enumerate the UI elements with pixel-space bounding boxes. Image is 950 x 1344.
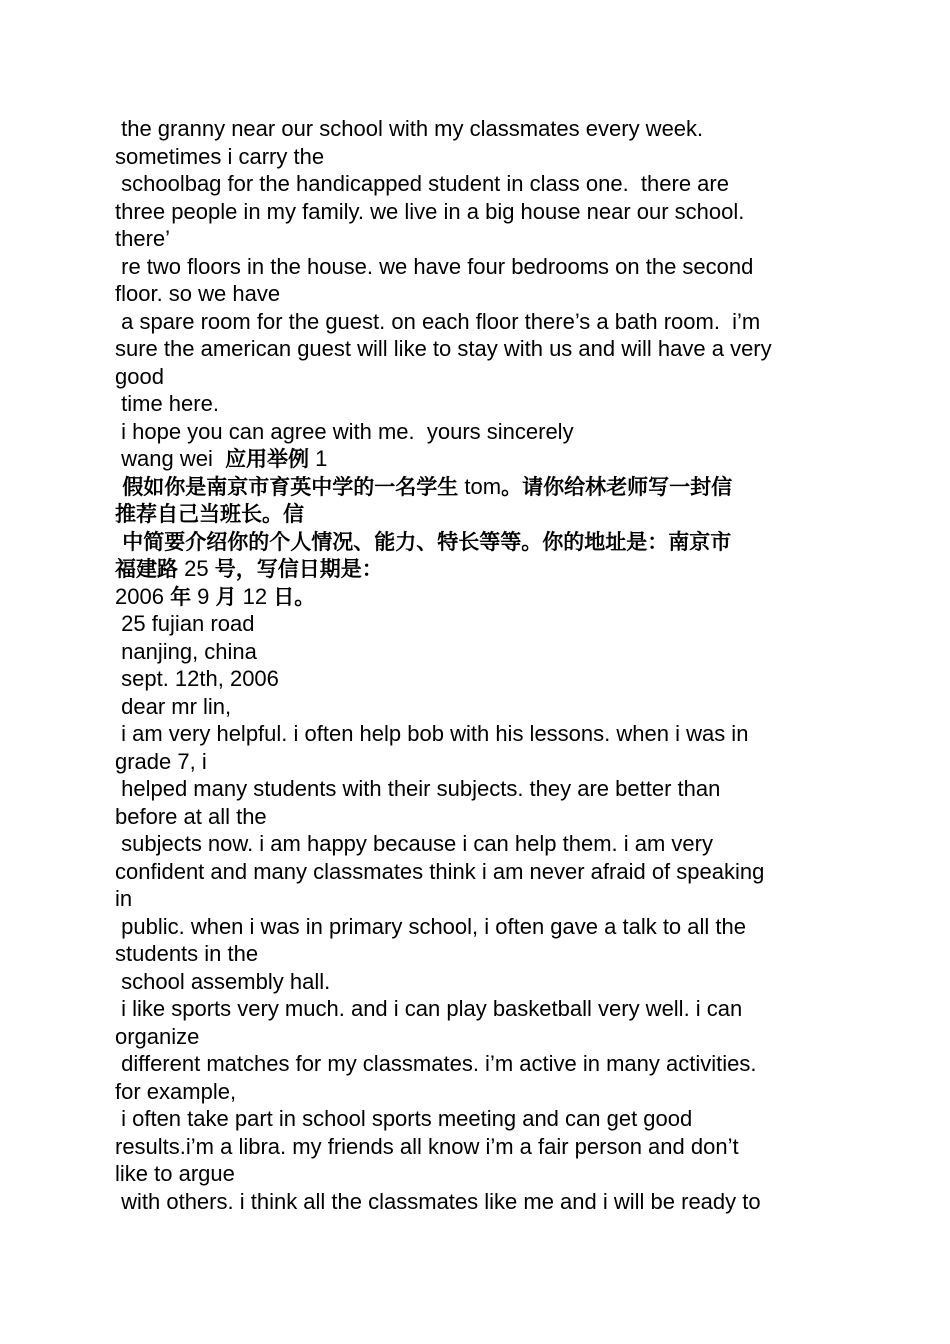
chinese-text: 号，写信日期是： bbox=[214, 557, 383, 581]
sample-letter-block bbox=[115, 610, 835, 1215]
letter-line: i am very helpful. i often help bob with his lessons. when i was in bbox=[115, 721, 749, 746]
chinese-text: 。请你给林老师写一封信 bbox=[501, 474, 733, 499]
letter-line: like to argue bbox=[115, 1161, 235, 1186]
text-line: floor. so we have bbox=[115, 281, 281, 306]
latin-text: 2006 bbox=[115, 583, 171, 609]
text-line: sure the american guest will like to stay with us and will have a very bbox=[115, 336, 772, 361]
text-line: sometimes i carry the bbox=[115, 143, 325, 169]
prompt-line bbox=[115, 555, 835, 583]
prompt-line bbox=[115, 500, 835, 528]
latin-text: 9 bbox=[191, 583, 216, 609]
text-line: a spare room for the guest. on each floor there’s a bath room. i’m bbox=[115, 308, 761, 334]
chinese-text: 年 bbox=[170, 584, 192, 609]
letter-line: different matches for my classmates. i’m active in many activities. bbox=[115, 1051, 757, 1076]
letter-line: with others. i think all the classmates like me and i will be ready to bbox=[115, 1188, 761, 1214]
chinese-text: 日。 bbox=[273, 584, 316, 609]
latin-text: 1 bbox=[309, 446, 328, 471]
chinese-text: 月 bbox=[215, 584, 237, 609]
letter-line: dear mr lin, bbox=[115, 693, 232, 719]
letter-line: for example, bbox=[115, 1078, 237, 1104]
text-line: re two floors in the house. we have four bedrooms on the second bbox=[115, 253, 754, 279]
letter-line: grade 7, i bbox=[115, 748, 207, 774]
text-line: the granny near our school with my classmates every week. bbox=[115, 116, 704, 141]
example-prompt-block bbox=[115, 445, 835, 610]
text-line: three people in my family. we live in a big house near our school. bbox=[115, 198, 745, 224]
chinese-text: 福建路 bbox=[115, 557, 178, 581]
letter-line: 25 fujian road bbox=[115, 611, 255, 636]
text-line: time here. bbox=[115, 391, 219, 416]
document-page bbox=[115, 115, 835, 1215]
prompt-line bbox=[115, 528, 835, 556]
letter-text-block bbox=[115, 115, 835, 445]
chinese-text: 假如你是南京市育英中学的一名学生 bbox=[115, 474, 459, 499]
chinese-text: 中简要介绍你的个人情况、能力、特长等等。你的地址是：南京市 bbox=[115, 529, 732, 554]
prompt-line bbox=[115, 445, 835, 473]
letter-line: confident and many classmates think i am never afraid of speaking bbox=[115, 858, 765, 884]
latin-text: wang wei bbox=[115, 446, 226, 471]
letter-line: sept. 12th, 2006 bbox=[115, 666, 279, 691]
letter-line: results.i’m a libra. my friends all know i’m a fair person and don’t bbox=[115, 1133, 739, 1159]
chinese-text: 推荐自己当班长。信 bbox=[115, 502, 304, 526]
latin-text: 25 bbox=[178, 556, 215, 581]
letter-line: i often take part in school sports meeting and can get good bbox=[115, 1106, 693, 1131]
letter-line: public. when i was in primary school, i often gave a talk to all the bbox=[115, 913, 746, 939]
letter-line: subjects now. i am happy because i can help them. i am very bbox=[115, 831, 713, 856]
text-line: i hope you can agree with me. yours sincerely bbox=[115, 418, 574, 444]
letter-line: i like sports very much. and i can play basketball very well. i can bbox=[115, 996, 743, 1021]
letter-line: in bbox=[115, 886, 133, 911]
chinese-text: 应用举例 bbox=[225, 447, 310, 471]
letter-line: organize bbox=[115, 1023, 200, 1049]
letter-line: students in the bbox=[115, 941, 259, 966]
latin-text: tom bbox=[458, 473, 502, 499]
prompt-line bbox=[115, 473, 835, 501]
text-line: schoolbag for the handicapped student in class one. there are bbox=[115, 171, 729, 196]
letter-line: school assembly hall. bbox=[115, 968, 331, 994]
letter-line: before at all the bbox=[115, 803, 267, 829]
letter-line: nanjing, china bbox=[115, 638, 257, 664]
letter-line: helped many students with their subjects. they are better than bbox=[115, 776, 721, 801]
latin-text: 12 bbox=[236, 583, 274, 609]
text-line: good bbox=[115, 363, 164, 389]
text-line: there’ bbox=[115, 226, 171, 251]
prompt-line bbox=[115, 583, 835, 611]
